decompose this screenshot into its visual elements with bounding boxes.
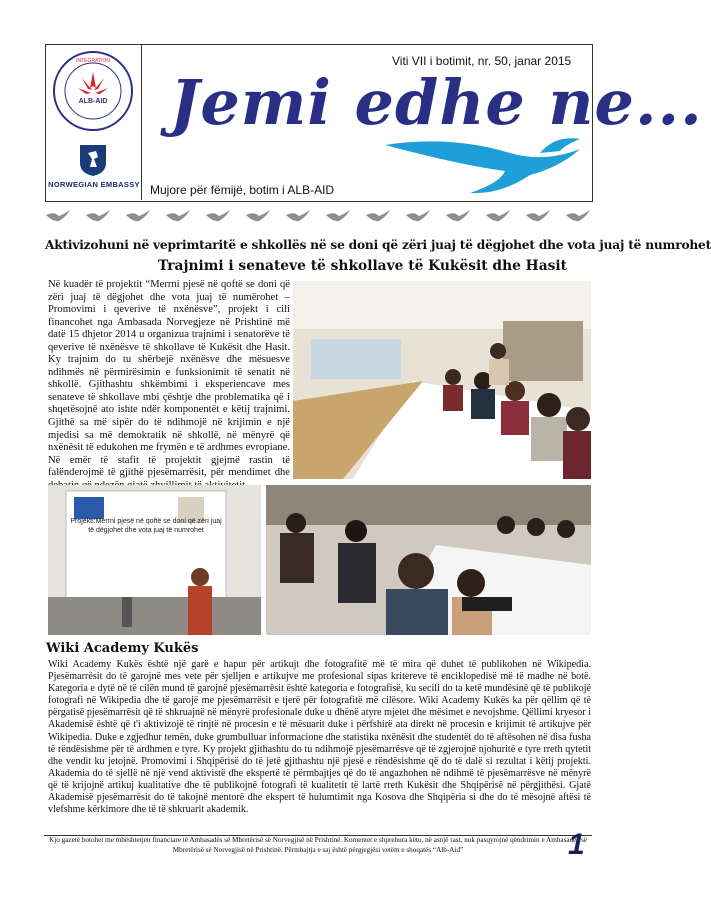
training-photo [293,281,591,479]
wiki-section-title: Wiki Academy Kukës [46,641,199,656]
students-photo [266,485,591,635]
bird-icon [205,207,231,225]
bird-icon [325,207,351,225]
bird-divider [45,207,591,231]
alb-aid-logo [52,50,134,132]
issue-line: Viti VII i botimit, nr. 50, janar 2015 [392,54,572,68]
article-body: Në kuadër të projektit “Merrni pjesë në qoftë se doni që zëri juaj të dëgjohet dhe vota juaj të numërohet – Promovimi i qeverive të nxënësve”, projekt i cili financohet nga Ambasada Norvegjeze në Prishtinë më datë 15 dhjetor 2014 u organizua trajnimi i senatorëve të qeverive të nxënësve të shkollave të Kukësit dhe Hasit. Ky trajnim do tu shërbejë nxënësve dhe mësuesve ndihmës në përmirësimin e funksionimit të senatit në shkollë. Gjithashtu shkëmbimi i eksperiencave mes senateve të shkollave mbi çështje dhe problematika që i shqetësojnë ato ishte ndër komponentët e këtij trajnimi. Gjithë sa më sipër do të ndihmojë në krijimin e një mjedisi sa më demokratik në shkollë, në mënyrë që nxënësit të edukohen me frymën e të ardhmes evropiane. Në emër të stafit të projektit gjejmë rastin të falënderojmë të gjithë pjesëmarrësit, për mendimet dhe [48,279,290,479]
embassy-label: NORWEGIAN EMBASSY [48,180,140,189]
footer-disclaimer: Kjo gazetë botohet me mbështetjen financiare të Ambasadës së Mbretërisë së Norvegjisë në Prishtinë. Komentet e shprehura këtu, në asnjë rast, nuk pasqyrojnë qëndrimin e Ambasadës së Mbretërisë së Norvegjisë në Prishtinë. Përmbajtja e saj është përgjegjësi vetëm e shoqatës “Alb-Aid” [44,835,592,858]
masthead-subtitle: Mujore për fëmijë, botim i ALB-AID [150,183,335,197]
bird-icon [45,207,71,225]
page-number: 1 [568,828,585,861]
svg-text:ALB-AID: ALB-AID [78,98,108,105]
bird-icon [125,207,151,225]
article-title: Trajnimi i senateve të shkollave të Kukësit dhe Hasit [158,258,568,274]
wiki-body: Wiki Academy Kukës është një garë e hapur për artikujt dhe fotografitë më të mira që duhet të publikohen në Wikipedia. Pjesëmarrësit do të garojnë mes vete për sjelljen e artikujve me profesional sipas kritereve të enciklopedisë më të madhe në botë. Kategoria e dytë në të cilën mund të garojnë pjesëmarrësit është kategoria e fotografisë, ku secili do ta ketë mundësinë që të publikojë fotografi në Wikipedia dhe të garojë me pjesëmarrësit e tjerë për fotografitë më cilësore. Wiki Academy Kukës ka për qëllim që të përgatisë pjesëmarrësit që të shkruajnë në mënyrë profesionale duke u dhënë atyre mjetet dhe mësimet e nevojshme. Qëllimi kryesor i Akademisë është që t'i aktivizojë të rinjtë në procesin e të mësuarit duke i përfshirë ata direkt në procesin e krijimit të artikujve për Wikipedia. Duke e zgjedhur temën, duke grumbulluar informacione dhe statistika nxënësit dhe studentët do të aftësohen në disa fusha të rëndësishme për të ardhmen e tyre. Ky projekt gjithashtu do tu ndihmojë pjesëmarrësve që të zgjerojnë njohuritë e tyre rreth qytetit dhe vendit ku jetojnë. Promovimi i Shqipërisë do të jetë gjithashtu një pjesë e rëndësishme që do të dalë si rezultat i këtij projekti. Akademia do të sjellë në një vend aktivistë dhe ekspertë të përmbajtjes që do të angazhohen në ndihmë të pjesëmarrësve në mënyrë që të krijojnë artikuj kualitative dhe të publikojnë fotografi të kualitetit të lartë rreth Kukësit dhe Shqipërisë në përgjithësi. Gjatë Akademisë pjesëmarrësit do të takojnë mentorë dhe ekspert të hulumtimit nga Kosova dhe Shqipëria si dhe do të mësojnë aftësi të vlefshme kërkimore dhe të të shkruarit akademik. [48,659,591,816]
bird-icon [85,207,111,225]
bird-icon [445,207,471,225]
headline: Aktivizohuni në veprimtaritë e shkollës në se doni që zëri juaj të dëgjohet dhe vota juaj të numrohet [45,238,711,252]
bird-icon [525,207,551,225]
banner-text: Projekti:Merrni pjesë në qoftë se doni që zëri juaj të dëgjohet dhe vota juaj të numrohet [70,518,222,534]
bird-icon [165,207,191,225]
bird-icon [565,207,591,225]
masthead-title: Jemi edhe ne... [170,66,703,139]
speaker-photo [48,485,261,635]
bird-icon [365,207,391,225]
bird-icon [285,207,311,225]
svg-text:INTEGRATION: INTEGRATION [76,58,110,64]
norwegian-lion-emblem [78,143,108,177]
bird-icon [485,207,511,225]
bird-icon [245,207,271,225]
bird-icon [405,207,431,225]
